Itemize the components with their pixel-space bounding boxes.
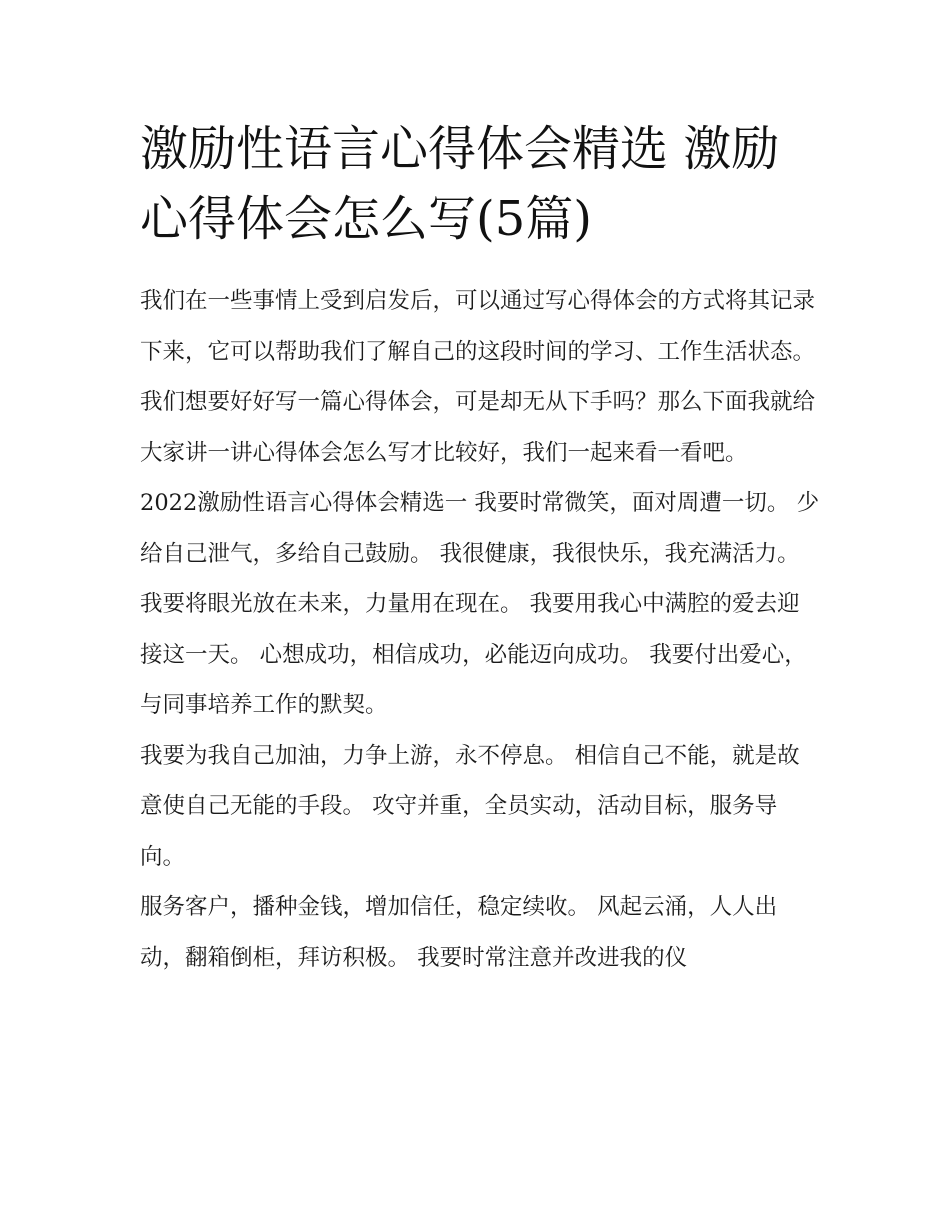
paragraph-intro: 我们在一些事情上受到启发后，可以通过写心得体会的方式将其记录下来，它可以帮助我们了解自己的这段时间的学习、工作生活状态。我们想要好好写一篇心得体会，可是却无从下手吗？那么下面我就给大家讲一讲心得体会怎么写才比较好，我们一起来看一看吧。: [140, 288, 816, 466]
document-body: [140, 276, 820, 983]
paragraph-section-one: 2022激励性语言心得体会精选一 我要时常微笑，面对周遭一切。 少给自己泄气，多给自己鼓励。 我很健康，我很快乐，我充满活力。: [140, 490, 820, 567]
paragraph-vision: 我要将眼光放在未来，力量用在现在。 我要用我心中满腔的爱去迎接这一天。 心想成功，相信成功，必能迈向成功。 我要付出爱心，与同事培养工作的默契。: [140, 591, 807, 718]
paragraph-motivation: 我要为我自己加油，力争上游，永不停息。 相信自己不能，就是故意使自己无能的手段。 攻守并重，全员实动，活动目标，服务导向。: [140, 742, 800, 870]
document-title: 激励性语言心得体会精选 激励心得体会怎么写(5篇): [140, 121, 780, 247]
paragraph-service: 服务客户，播种金钱，增加信任，稳定续收。 风起云涌，人人出动，翻箱倒柜，拜访积极。 我要时常注意并改进我的仪: [140, 894, 778, 971]
